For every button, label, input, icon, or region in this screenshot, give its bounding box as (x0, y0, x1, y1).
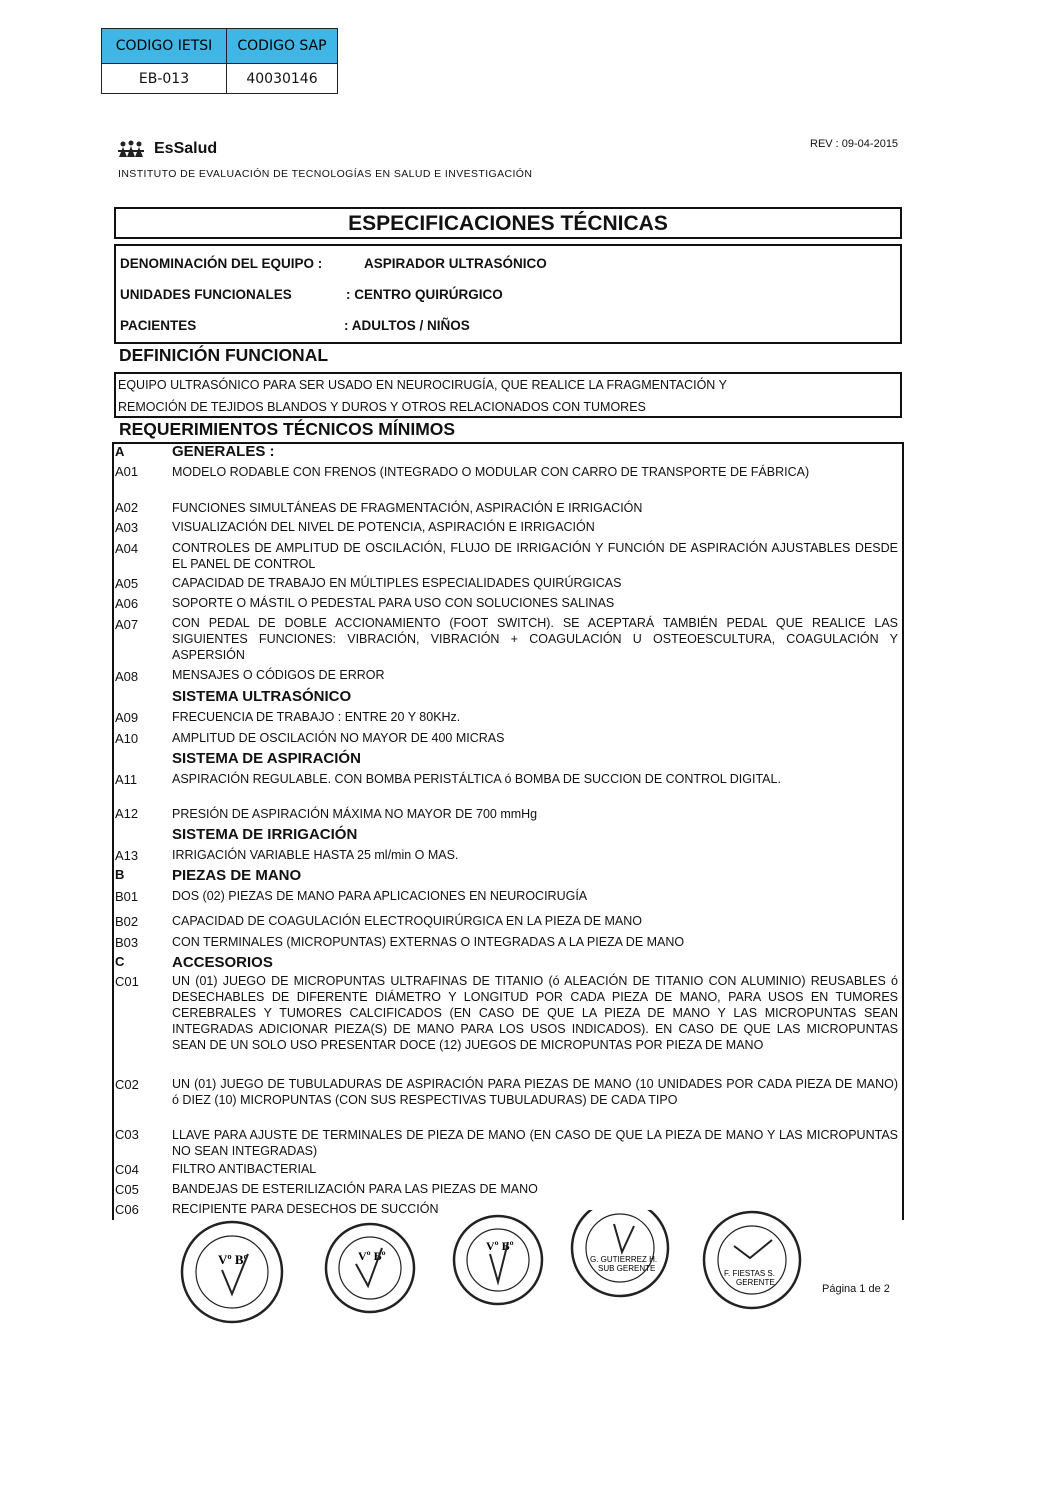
code-A07: A07 (115, 617, 139, 632)
stamp-4 (572, 1210, 668, 1296)
code-C05: C05 (115, 1182, 139, 1197)
code-A: A (115, 444, 125, 459)
item-C05: BANDEJAS DE ESTERILIZACIÓN PARA LAS PIEZAS DE MANO (172, 1182, 538, 1196)
codigo-ietsi-header: CODIGO IETSI (102, 29, 227, 64)
institute-name: INSTITUTO DE EVALUACIÓN DE TECNOLOGÍAS EN SALUD E INVESTIGACIÓN (118, 168, 533, 180)
code-C06: C06 (115, 1202, 139, 1217)
stamp-1 (182, 1222, 282, 1322)
stamp-5 (704, 1212, 800, 1308)
pacientes-row (120, 318, 470, 333)
item-A10: AMPLITUD DE OSCILACIÓN NO MAYOR DE 400 MICRAS (172, 731, 505, 745)
stamp-4-name: G. GUTIERREZ H. (590, 1255, 658, 1264)
stamp-5-role: GERENTE (736, 1278, 775, 1287)
unidades-label: UNIDADES FUNCIONALES (120, 287, 292, 302)
generales-label: GENERALES : (172, 443, 275, 460)
document-title: ESPECIFICACIONES TÉCNICAS (114, 207, 902, 239)
logo-text: EsSalud (154, 140, 218, 157)
page-number: Página 1 de 2 (822, 1283, 890, 1295)
code-B: B (115, 867, 125, 882)
stamp-3-vobo: Vº Bº (486, 1239, 514, 1253)
denominacion-label: DENOMINACIÓN DEL EQUIPO : (120, 256, 323, 271)
stamp-1-vobo: Vº Bº (218, 1252, 248, 1267)
definicion-line-2: REMOCIÓN DE TEJIDOS BLANDOS Y DUROS Y OTROS RELACIONADOS CON TUMORES (118, 400, 646, 414)
sistema-aspiracion-heading: SISTEMA DE ASPIRACIÓN (172, 750, 361, 767)
code-A11: A11 (115, 772, 138, 787)
code-A13: A13 (115, 848, 139, 863)
people-logo-icon (118, 140, 152, 158)
code-A01: A01 (115, 464, 139, 479)
equipment-info-box (114, 244, 902, 344)
piezas-de-mano-heading: PIEZAS DE MANO (172, 867, 302, 884)
item-C02: UN (01) JUEGO DE TUBULADURAS DE ASPIRACIÓN PARA PIEZAS DE MANO (10 UNIDADES POR CADA PIEZA DE MANO) ó DIEZ (10) MICROPUNTAS (CON SUS RESPECTIVAS TUBULADURAS) DE CADA TIPO (172, 1077, 898, 1107)
stamp-4-role: SUB GERENTE (598, 1264, 656, 1273)
pacientes-label: PACIENTES (120, 318, 197, 333)
codigo-ietsi-value: EB-013 (102, 64, 227, 94)
code-C02: C02 (115, 1077, 139, 1092)
code-C01: C01 (115, 974, 139, 989)
item-B03: CON TERMINALES (MICROPUNTAS) EXTERNAS O INTEGRADAS A LA PIEZA DE MANO (172, 935, 685, 949)
code-B01: B01 (115, 889, 139, 904)
denominacion-value: ASPIRADOR ULTRASÓNICO (364, 256, 547, 271)
revision-date: REV : 09-04-2015 (810, 138, 899, 150)
code-A04: A04 (115, 541, 139, 556)
definicion-heading: DEFINICIÓN FUNCIONAL (119, 345, 329, 365)
essalud-logo (118, 140, 217, 158)
item-B01: DOS (02) PIEZAS DE MANO PARA APLICACIONES EN NEUROCIRUGÍA (172, 889, 588, 903)
code-A10: A10 (115, 731, 139, 746)
item-C03: LLAVE PARA AJUSTE DE TERMINALES DE PIEZA DE MANO (EN CASO DE QUE LA PIEZA DE MANO Y LAS MICROPUNTAS NO SEAN INTEGRADAS) (172, 1128, 898, 1158)
item-A08: MENSAJES O CÓDIGOS DE ERROR (172, 668, 385, 682)
definicion-line-1: EQUIPO ULTRASÓNICO PARA SER USADO EN NEUROCIRUGÍA, QUE REALICE LA FRAGMENTACIÓN Y (118, 378, 727, 392)
code-A08: A08 (115, 669, 139, 684)
item-B02: CAPACIDAD DE COAGULACIÓN ELECTROQUIRÚRGICA EN LA PIEZA DE MANO (172, 914, 643, 928)
sistema-ultrasonico-heading: SISTEMA ULTRASÓNICO (172, 688, 352, 705)
item-A03: VISUALIZACIÓN DEL NIVEL DE POTENCIA, ASPIRACIÓN E IRRIGACIÓN (172, 520, 595, 534)
denominacion-row (120, 256, 547, 271)
item-C01: UN (01) JUEGO DE MICROPUNTAS ULTRAFINAS DE TITANIO (ó ALEACIÓN DE TITANIO CON ALUMINIO) REUSABLES ó DESECHABLES DE DIFERENTE DIÁMETRO Y LONGITUD POR CADA PIEZA DE MANO, PARA USOS EN TUMORES CEREBRALES Y TUMORES CALCIFICADOS (EN CASO DE QUE LA PIEZA DE MANO Y LAS MICROPUNTAS SEAN INTEGRADAS ADICIONAR PIEZA(S) DE MANO PARA LOS USOS INDICADOS). EN CASO DE QUE LAS MICROPUNTAS SEAN DE UN SOLO USO PRESENTAR DOCE (12) JUEGOS DE MICROPUNTAS POR PIEZA DE MANO (172, 974, 898, 1052)
stamp-2-vobo: Vº Bº (358, 1249, 386, 1263)
item-A05: CAPACIDAD DE TRABAJO EN MÚLTIPLES ESPECIALIDADES QUIRÚRGICAS (172, 576, 622, 590)
code-A12: A12 (115, 806, 139, 821)
signature-stamps (180, 1210, 820, 1330)
unidades-row (120, 287, 503, 302)
code-A03: A03 (115, 520, 139, 535)
stamp-2 (326, 1224, 414, 1312)
unidades-value: : CENTRO QUIRÚRGICO (346, 287, 503, 302)
stamp-3 (454, 1216, 542, 1304)
code-C: C (115, 954, 125, 969)
item-A11: ASPIRACIÓN REGULABLE. CON BOMBA PERISTÁLTICA ó BOMBA DE SUCCION DE CONTROL DIGITAL. (172, 772, 781, 786)
sistema-irrigacion-heading: SISTEMA DE IRRIGACIÓN (172, 826, 358, 843)
item-A13: IRRIGACIÓN VARIABLE HASTA 25 ml/min O MAS. (172, 848, 459, 862)
item-C04: FILTRO ANTIBACTERIAL (172, 1162, 317, 1176)
item-A04: CONTROLES DE AMPLITUD DE OSCILACIÓN, FLUJO DE IRRIGACIÓN Y FUNCIÓN DE ASPIRACIÓN AJUSTABLES DESDE EL PANEL DE CONTROL (172, 541, 898, 571)
stamp-5-name: F. FIESTAS S. (724, 1269, 775, 1278)
codes-table (101, 28, 338, 94)
item-A06: SOPORTE O MÁSTIL O PEDESTAL PARA USO CON SOLUCIONES SALINAS (172, 596, 615, 610)
code-B02: B02 (115, 914, 139, 929)
item-A01: MODELO RODABLE CON FRENOS (INTEGRADO O MODULAR CON CARRO DE TRANSPORTE DE FÁBRICA) (172, 465, 810, 479)
item-A12: PRESIÓN DE ASPIRACIÓN MÁXIMA NO MAYOR DE 700 mmHg (172, 807, 538, 821)
item-A07: CON PEDAL DE DOBLE ACCIONAMIENTO (FOOT SWITCH). SE ACEPTARÁ TAMBIÉN PEDAL QUE REALICE LAS SIGUIENTES FUNCIONES: VIBRACIÓN, VIBRACIÓN + COAGULACIÓN U OSTEOESCULTURA, COAGULACIÓN Y ASPERSIÓN (172, 616, 898, 662)
code-C03: C03 (115, 1127, 139, 1142)
item-A02: FUNCIONES SIMULTÁNEAS DE FRAGMENTACIÓN, ASPIRACIÓN E IRRIGACIÓN (172, 501, 643, 515)
code-A09: A09 (115, 710, 139, 725)
code-A02: A02 (115, 500, 139, 515)
requerimientos-heading: REQUERIMIENTOS TÉCNICOS MÍNIMOS (119, 419, 456, 439)
pacientes-value: : ADULTOS / NIÑOS (344, 318, 470, 333)
codigo-sap-value: 40030146 (227, 64, 338, 94)
code-A06: A06 (115, 596, 139, 611)
codigo-sap-header: CODIGO SAP (227, 29, 338, 64)
definicion-box (114, 372, 902, 418)
code-B03: B03 (115, 935, 139, 950)
code-A05: A05 (115, 576, 139, 591)
accesorios-heading: ACCESORIOS (172, 954, 273, 971)
code-C04: C04 (115, 1162, 139, 1177)
item-C06: RECIPIENTE PARA DESECHOS DE SUCCIÓN (172, 1202, 439, 1216)
item-A09: FRECUENCIA DE TRABAJO : ENTRE 20 Y 80KHz. (172, 710, 461, 724)
